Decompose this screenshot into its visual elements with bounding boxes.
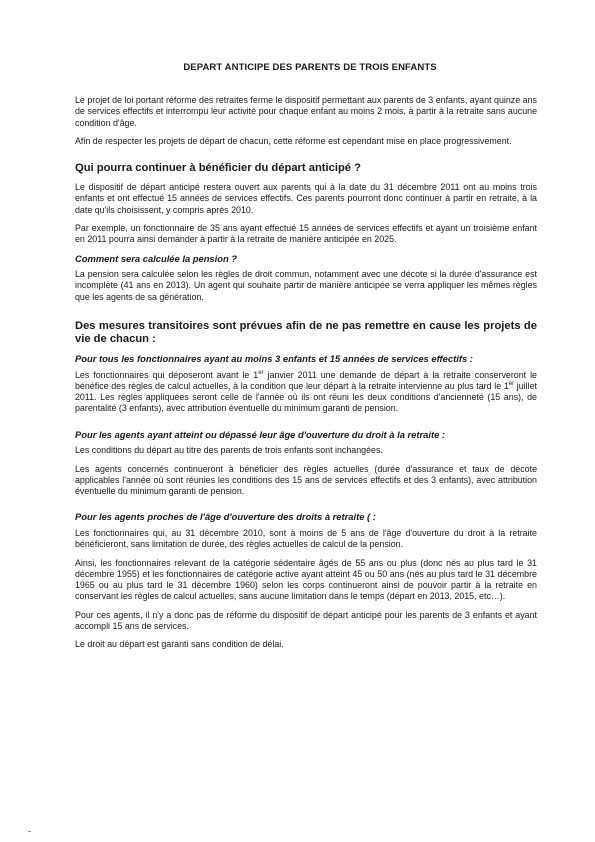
section-heading-transitional-measures: Des mesures transitoires sont prévues afin de ne pas remettre en cause les projets de vie de chacun :: [75, 320, 537, 346]
close-to-retirement-paragraph-3: Pour ces agents, il n'y a donc pas de réforme du dispositif de départ anticipé pour les parents de 3 enfants et ayant accompli 15 ans de services.: [75, 609, 537, 632]
subheading-pension-calculation: Comment sera calculée la pension ?: [75, 252, 238, 264]
text-segment: juillet 2011. Les règles appliquées seront celle de l'année où ils ont réuni les deux conditions d'ancienneté (15 ans), de parentalité (3 enfants), avec attribution éventuelle du minimum garanti de pension.: [75, 380, 538, 414]
document-title: DEPART ANTICIPE DES PARENTS DE TROIS ENFANTS: [183, 62, 437, 73]
civil-servants-paragraph: [75, 370, 537, 415]
pension-calculation-paragraph: La pension sera calculée selon les règles de droit commun, notamment avec une décote si la durée d'assurance est incomplète (41 ans en 2013). Un agent qui souhaite partir de manière anticipée se verra appliquer les mêmes règles que les agents de sa génération.: [75, 269, 537, 302]
superscript: er: [258, 369, 264, 376]
text-segment: Les fonctionnaires qui déposeront avant le 1: [75, 369, 259, 380]
eligibility-paragraph-2: Par exemple, un fonctionnaire de 35 ans ayant effectué 15 années de services effectifs et ayant un troisième enfant en 2011 pourra ainsi demander à partir à la retraite de manière anticipée en 2025.: [75, 223, 537, 245]
subheading-close-to-retirement-age: Pour les agents proches de l'âge d'ouverture des droits à retraite ( :: [75, 511, 376, 523]
close-to-retirement-paragraph-1: Les fonctionnaires qui, au 31 décembre 2010, sont à moins de 5 ans de l'âge d'ouverture du droit à la retraite bénéficieront, sans limitation de durée, des règles actuelles de calcul de la pension.: [75, 527, 537, 550]
close-to-retirement-paragraph-4: Le droit au départ est garanti sans condition de délai.: [75, 639, 284, 650]
subheading-retirement-age-reached: Pour les agents ayant atteint ou dépassé leur âge d'ouverture du droit à la retraite :: [75, 428, 446, 440]
retirement-age-paragraph-1: Les conditions du départ au titre des parents de trois enfants sont inchangées.: [75, 445, 383, 456]
subheading-civil-servants-3-children: Pour tous les fonctionnaires ayant au moins 3 enfants et 15 années de services effectifs :: [75, 353, 473, 365]
text-segment: janvier 2011 une demande de départ à la retraite conserveront le bénéfice des règles de calcul actuelles, à la condition que leur départ à la retraite intervienne au plus tard le 1: [75, 369, 537, 391]
section-heading-eligibility: Qui pourra continuer à bénéficier du départ anticipé ?: [75, 162, 361, 175]
intro-paragraph-1: Le projet de loi portant réforme des retraites ferme le dispositif permettant aux parents de 3 enfants, ayant quinze ans de services effectifs et interrompu leur activité pour chaque enfant au moins 2 mois, à partir à la retraite sans aucune condition d'âge.: [75, 95, 537, 128]
superscript: er: [508, 380, 515, 387]
intro-paragraph-2: Afin de respecter les projets de départ de chacun, cette réforme est cependant mise en place progressivement.: [75, 135, 512, 146]
eligibility-paragraph-1: Le dispositif de départ anticipé restera ouvert aux parents qui à la date du 31 décembre 2011 ont au moins trois enfants et ont effectué 15 années de services effectifs. Ces parents pourront donc continuer à partir en retraite, à la date qu'ils choisissent, y compris après 2010.: [75, 182, 537, 215]
retirement-age-paragraph-2: Les agents concernés continueront à bénéficier des règles actuelles (durée d'assurance et taux de décote applicables l'année où sont réunies les conditions des 15 ans de services effectifs et des 3 enfants), avec attribution éventuelle du minimum garanti de pension.: [75, 463, 537, 497]
close-to-retirement-paragraph-2: Ainsi, les fonctionnaires relevant de la catégorie sédentaire âgés de 55 ans ou plus (donc nés au plus tard le 31 décembre 1955) et les fonctionnaires de catégorie active ayant atteint 45 ou 50 ans (nés au plus tard le 31 décembre 1965 ou au plus tard le 31 décembre 1960) selon les corps continueront ainsi de pouvoir partir à la retraite en conservant les règles de calcul actuelles, sans aucune limitation dans le temps (départ en 2013, 2015, etc…).: [75, 557, 537, 602]
document-page: [75, 62, 537, 658]
scan-mark: [28, 831, 31, 832]
